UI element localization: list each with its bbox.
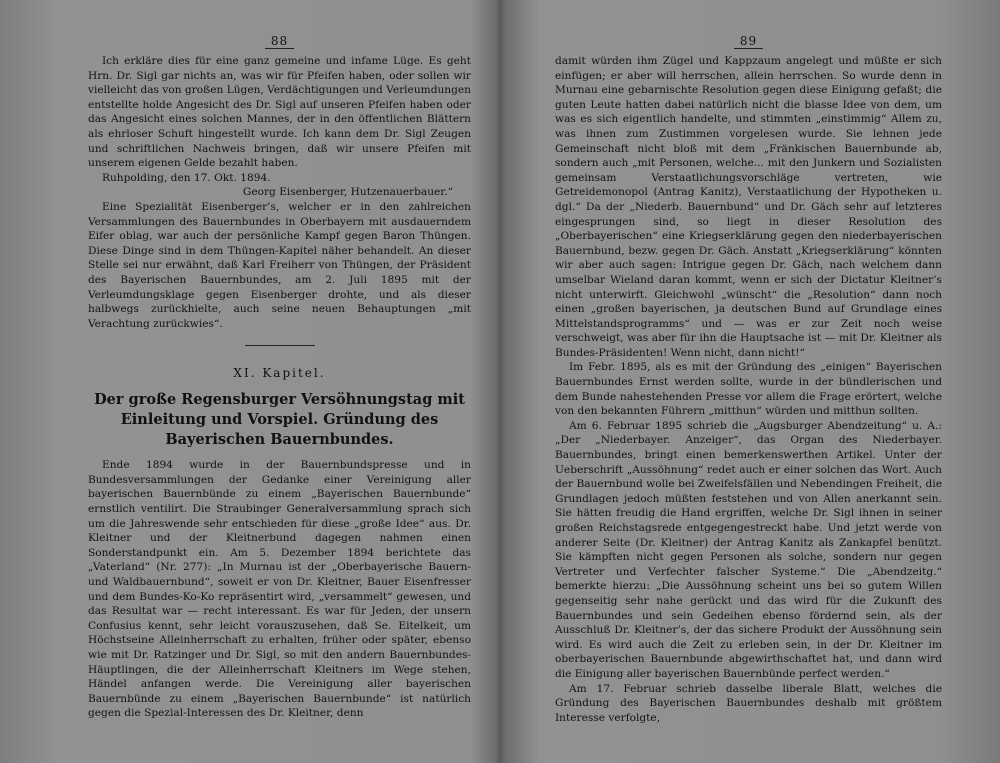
chapter-title: Der große Regensburger Versöhnungstag mit Einleitung und Vorspiel. Gründung des Bayerischen Bauernbundes.: [94, 391, 465, 449]
paragraph: Ende 1894 wurde in der Bauernbundspresse und in Bundesversammlungen der Gedanke einer Vereinigung aller bayerischen Bauernbünde zu einem „Bayerischen Bauernbunde“ ernstlich ventilirt. Die Straubinger Generalversammlung sprach sich um die Jahreswende sehr entschieden für diese „große Idee“ aus. Dr. Kleitner und der Kleitnerbund dagegen nahmen einen Sonderstandpunkt ein. Am 5. Dezember 1894 berichtete das „Vaterland“ (Nr. 277): „In Murnau ist der „Oberbayerische Bauern- und Waldbauernbund“, soweit er von Dr. Kleitner, Bauer Eisenfresser und dem Bundes-Ko-Ko repräsentirt wird, „versammelt“ gewesen, und das Resultat war — recht interessant. Es war für Jeden, der unsern Confusius kennt, sehr leicht vorauszusehen, daß Se. Eitelkeit, um Höchstseine Alleinherrschaft zu erhalten, früher oder später, ebenso wie mit Dr. Ratzinger und Dr. Sigl, so mit den andern Bauernbundes-Häuptlingen, die der Alleinherrschaft Kleitners im Wege stehen, Händel anfangen werde. Die Vereinigung aller bayerischen Bauernbünde zu einem „Bayerischen Bauernbunde“ ist natürlich gegen die Spezial-Interessen des Dr. Kleitner, denn: [88, 459, 471, 720]
chapter-number: XI. Kapitel.: [233, 366, 326, 381]
left-page-text-top: [88, 54, 471, 331]
right-page-text: [555, 54, 942, 725]
left-page-text-bottom: [88, 458, 471, 721]
section-divider: [245, 345, 315, 346]
page-number-right: 89: [555, 34, 942, 54]
paragraph-signature: Georg Eisenberger, Hutzenauerbauer.“: [242, 186, 453, 199]
paragraph: Am 17. Februar schrieb dasselbe liberale Blatt, welches die Gründung des Bayerischen Bauernbundes deshalb mit größtem Interesse verfolgte,: [555, 682, 942, 724]
paragraph-dateline: Ruhpolding, den 17. Okt. 1894.: [102, 171, 271, 184]
paragraph: Ich erkläre dies für eine ganz gemeine und infame Lüge. Es geht Hrn. Dr. Sigl gar nichts an, was wir für Pfeifen haben, oder sollen wir vielleicht das von großen Lügen, Verdächtigungen und Verleumdungen entstellte holde Angesicht des Dr. Sigl auf unseren Pfeifen haben oder das Angesicht eines solchen Mannes, der in den öffentlichen Blättern als ehrloser Schuft hingestellt wurde. Ich kann dem Dr. Sigl Zeugen und schriftlichen Nachweis bringen, daß wir unsere Pfeifen mit unserem eigenen Gelde bezahlt haben.: [88, 55, 471, 170]
paragraph: Im Febr. 1895, als es mit der Gründung des „einigen“ Bayerischen Bauernbundes Ernst werden sollte, wurde in der bündlerischen und dem Bunde nahestehenden Presse vor allem die Frage erörtert, welche von den bekannten Führern „mitthun“ würden und mitthun sollten.: [555, 361, 942, 418]
left-page: [0, 0, 495, 763]
right-page: [505, 0, 1000, 763]
page-number-left: 88: [88, 34, 471, 54]
paragraph: Am 6. Februar 1895 schrieb die „Augsburger Abendzeitung“ u. A.: „Der „Niederbayer. Anzeiger“, das Organ des Niederbayer. Bauernbundes, bringt einen bemerkenswerthen Artikel. Unter der Ueberschrift „Aussöhnung“ redet auch er einer solchen das Wort. Auch der Bauernbund wolle bei Zweifelsfällen und Nebendingen Freiheit, die Grundlagen jedoch müßten feststehen und von Allen anerkannt sein. Sie hätten freudig die Hand ergriffen, welche Dr. Sigl ihnen in seiner großen Reichstagsrede entgegengestreckt habe. Und jetzt werde von anderer Seite (Dr. Kleitner) der Antrag Kanitz als Zankapfel benützt. Sie kämpften nicht gegen Personen als solche, sondern nur gegen Vertreter und Verfechter falscher Systeme.“ Die „Abendzeitg.“ bemerkte hierzu: „Die Aussöhnung scheint uns bei so gutem Willen gegenseitig sehr nahe gerückt und das wird für die Zukunft des Bauernbundes und sein Gedeihen ebenso fördernd sein, als der Ausschluß Dr. Kleitner’s, der das sichere Produkt der Aussöhnung sein wird. Es wird auch die Zeit zu erleben sein, in der Dr. Kleitner im oberbayerischen Bauernbunde abgewirthschaftet hat, und dann wird die Einigung aller bayerischen Bauernbünde perfect werden.“: [555, 419, 942, 680]
paragraph: damit würden ihm Zügel und Kappzaum angelegt und müßte er sich einfügen; er aber will herrschen, allein herrschen. So wurde denn in Murnau eine gebarnischte Resolution gegen diese Einigung gefaßt; die guten Leute hatten dabei natürlich nicht die blasse Idee von dem, um was es sich eigentlich handelte, und stimmten „einstimmig“ Allem zu, was ihnen zum Zustimmen vorgelesen wurde. Sie lehnen jede Gemeinschaft nicht bloß mit dem „Fränkischen Bauernbunde ab, sondern auch „mit Personen, welche... mit den Junkern und Sozialisten gemeinsam Verstaatlichungsvorschläge vertreten, wie Getreidemonopol (Antrag Kanitz), Verstaatlichung der Hypotheken u. dgl.“ Da der „Niederb. Bauernbund“ und Dr. Gäch sehr auf letzteres eingesprungen sind, so liegt in dieser Resolution des „Oberbayerischen“ eine Kriegserklärung gegen den niederbayerischen Bauernbund, bezw. gegen Dr. Gäch. Anstatt „Kriegserklärung“ könnten wir aber auch sagen: Intrigue gegen Dr. Gäch, nach welchem dann umselbar Wieland daran kommt, wenn er sich der Dictatur Kleitner’s nicht unterwirft. Gleichwohl „wünscht“ die „Resolution“ dann noch einen „großen bayerischen, ja deutschen Bund auf Grundlage eines Mittelstandsprogramms“ und — was er zur Zeit noch weise verschweigt, was aber für ihn die Hauptsache ist — mit Dr. Kleitner als Bundes-Präsidenten! Wenn nicht, dann nicht!“: [555, 55, 942, 359]
paragraph: Eine Spezialität Eisenberger’s, welcher er in den zahlreichen Versammlungen des Bauernbundes in Oberbayern mit ausdauerndem Eifer oblag, war auch der persönliche Kampf gegen Baron Thüngen. Diese Dinge sind in dem Thüngen-Kapitel näher behandelt. An dieser Stelle sei nur erwähnt, daß Karl Freiherr von Thüngen, der Präsident des Bayerischen Bauernbundes, am 2. Juli 1895 mit der Verleumdungsklage gegen Eisenberger drohte, und als dieser halbwegs zurückhielte, auch seine neuen Behauptungen „mit Verachtung zurückwies“.: [88, 200, 471, 330]
